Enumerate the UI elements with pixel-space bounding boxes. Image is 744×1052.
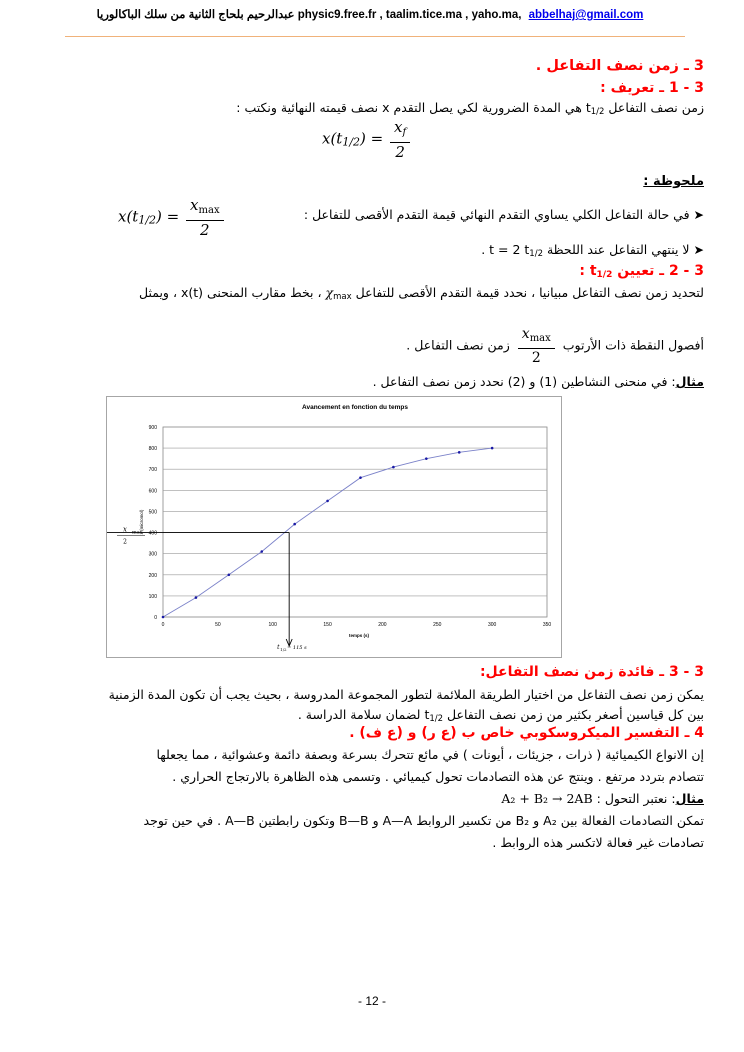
- y-tick-label: 100: [148, 593, 157, 600]
- micro-example-line: مثال: نعتبر التحول : A₂ + B₂ → 2AB: [501, 791, 704, 806]
- chart-title: Avancement en fonction du temps: [302, 404, 408, 411]
- y-tick-label: 900: [148, 425, 157, 431]
- x-tick-label: 0: [161, 622, 165, 628]
- data-point: [392, 466, 395, 469]
- formula-x-half-f: x(t1/2) = $\frac{x_f}{2}$: [322, 118, 412, 161]
- data-point: [458, 451, 461, 454]
- data-point: [425, 457, 428, 460]
- note-title: ملحوظة :: [643, 174, 704, 189]
- page-number: - 12 -: [357, 994, 386, 1008]
- section-3-1-title: 3 - 1 ـ تعريف :: [600, 80, 704, 96]
- page-header: [50, 7, 690, 25]
- y-tick-label: 800: [148, 446, 157, 453]
- data-point: [491, 447, 494, 450]
- y-tick-label: 500: [148, 509, 157, 516]
- y-tick-label: 200: [148, 572, 157, 579]
- annotation-xmax-sub: max: [132, 529, 143, 536]
- section-4-title: 4 ـ التفسير الميكروسكوبي خاص ب (ع ر) و (ع ف) .: [349, 725, 704, 741]
- header-rule: [65, 36, 685, 37]
- header-email-link[interactable]: abbelhaj@gmail.com: [528, 9, 644, 21]
- header-text: عبدالرحيم بلحاج الثانية من سلك الباكالوريا physic9.free.fr , taalim.tice.ma , yaho.ma,: [96, 9, 522, 21]
- determination-line-2: أفصول النقطة ذات الأرتوب $\frac{x_{max}}{2}$ زمن نصف التفاعل .: [406, 326, 704, 366]
- t-half-symbol: $t_{1/2}$: [424, 707, 444, 724]
- y-tick-label: 300: [148, 551, 157, 558]
- annotation-xmax: x: [123, 525, 127, 534]
- x-tick-label: 250: [433, 622, 442, 628]
- y-axis-label: x (micromol): [139, 509, 144, 535]
- data-point: [293, 523, 296, 526]
- section-3-3-title: 3 - 3 ـ فائدة زمن نصف التفاعل:: [479, 664, 704, 680]
- determination-line-1: لتحديد زمن نصف التفاعل مبيانيا ، نحدد قيمة التقدم الأقصى للتفاعل $\chi_{max}$ ، بخط مقارب المنحنى x(t) ، ويمثل: [138, 285, 704, 302]
- t-half-symbol: $t_{1/2}$: [585, 100, 605, 117]
- data-point: [260, 550, 263, 553]
- usefulness-line-1: يمكن زمن نصف التفاعل من اختيار الطريقة الملائمة لتطور المجموعة المدروسة ، بحيث يجب أن تكون المدة الزمنية: [108, 687, 704, 702]
- chart-box: [106, 396, 562, 658]
- x-tick-label: 150: [323, 622, 332, 628]
- data-point: [195, 596, 198, 599]
- formula-x-half-max: x(t1/2) = $\frac{x_{max}}{2}$: [118, 196, 226, 239]
- t-half-sub: 1/2: [280, 647, 287, 652]
- y-tick-label: 700: [148, 467, 157, 474]
- data-point: [228, 573, 231, 576]
- section-3-2-title: 3 - 2 ـ تعيين $t_{1/2}$ :: [579, 263, 704, 280]
- usefulness-line-2: بين كل قياسين أصغر بكثير من زمن نصف التفاعل $t_{1/2}$ لضمان سلامة الدراسة .: [297, 707, 704, 724]
- micro-line-4: تمكن التصادمات الفعالة بين A₂ و B₂ من تكسير الروابط A—A و B—B وتكون رابطتين A—B . في حين توجد: [143, 813, 704, 828]
- reaction-equation: A₂ + B₂ → 2AB: [501, 791, 593, 806]
- y-tick-label: 400: [148, 530, 157, 537]
- micro-line-5: تصادمات غير فعالة لاتكسر هذه الروابط .: [492, 835, 704, 850]
- y-tick-label: 0: [154, 615, 157, 621]
- section-3-title: 3 ـ زمن نصف التفاعل .: [535, 58, 704, 74]
- x-tick-label: 300: [487, 622, 497, 628]
- data-point: [162, 616, 165, 619]
- t-half-value: = 115 s: [287, 645, 307, 651]
- definition-text: زمن نصف التفاعل $t_{1/2}$ هي المدة الضرورية لكي يصل التقدم x نصف قيمته النهائية ونكتب :: [236, 100, 704, 117]
- example-line: مثال: في منحنى النشاطين (1) و (2) نحدد زمن نصف التفاعل .: [372, 374, 704, 389]
- x-tick-label: 200: [378, 622, 387, 628]
- x-tick-label: 50: [215, 622, 221, 628]
- t-half-label: t: [277, 644, 280, 651]
- data-point: [359, 476, 362, 479]
- x-tick-label: 350: [542, 622, 552, 628]
- note-2: ➤ لا ينتهي التفاعل عند اللحظة t = 2 $t_{1/2}$ .: [481, 242, 704, 259]
- chart-svg: [107, 397, 563, 659]
- annotation-den: 2: [123, 538, 127, 546]
- plot-area: [163, 427, 547, 617]
- x-tick-label: 100: [268, 622, 277, 628]
- micro-line-2: تتصادم بتردد مرتفع . وينتج عن هذه التصادمات تحول كيميائي . وتسمى هذه الظاهرة بالارتجاج الحراري .: [172, 769, 704, 784]
- x-axis-label: temps (s): [348, 633, 370, 638]
- y-tick-label: 600: [148, 488, 157, 495]
- micro-line-1: إن الانواع الكيميائية ( ذرات ، جزيئات ، أيونات ) في مائع تتحرك بسرعة وبصفة دائمة وعشوائية ، مما يجعلها: [156, 747, 704, 762]
- note-1: ➤ في حالة التفاعل الكلي يساوي التقدم النهائي قيمة التقدم الأقصى للتفاعل :: [303, 207, 704, 222]
- data-point: [326, 500, 329, 503]
